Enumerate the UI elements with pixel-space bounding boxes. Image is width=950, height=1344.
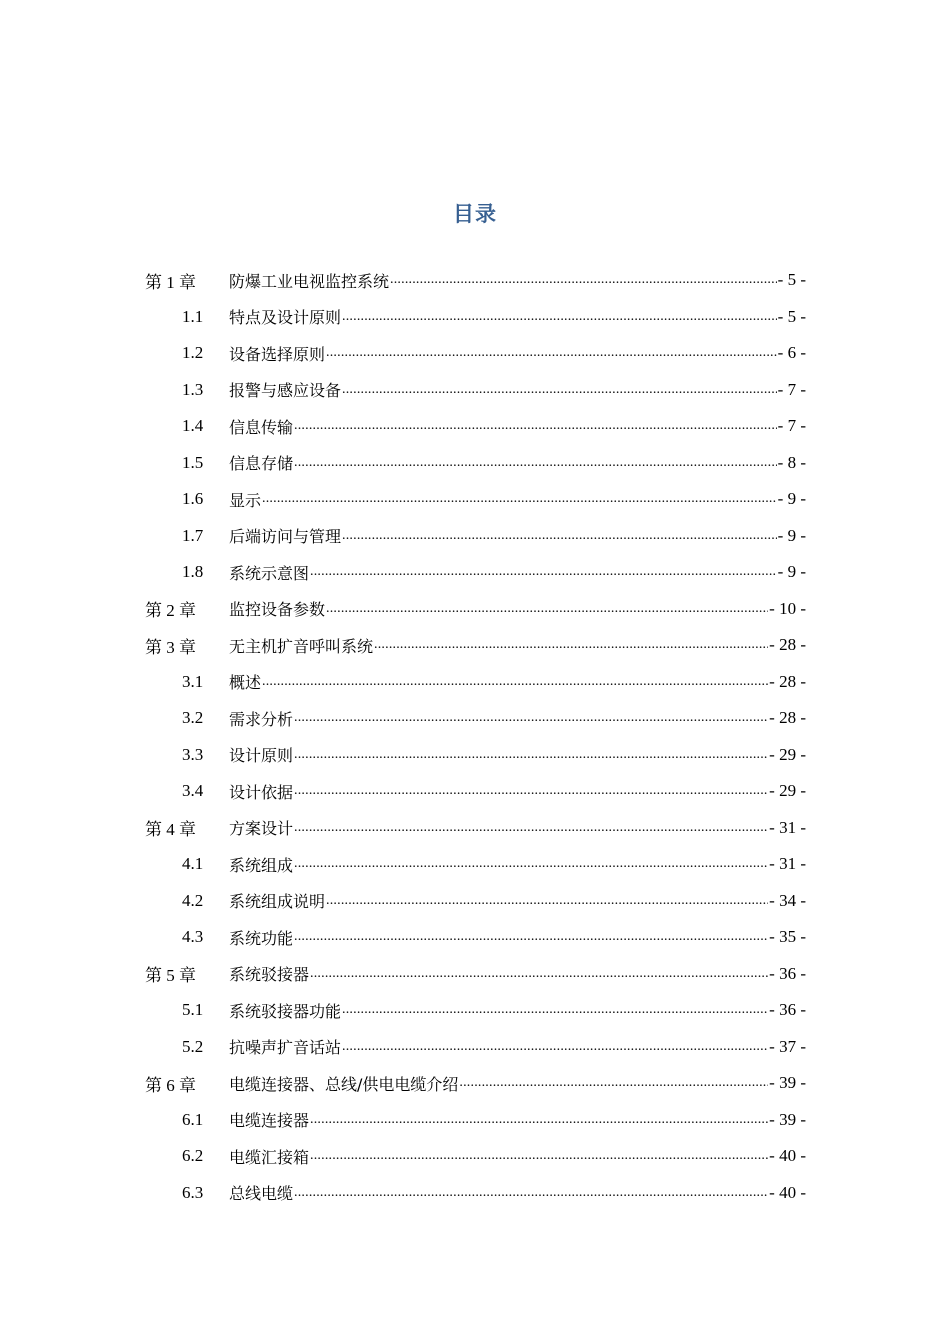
toc-section-entry[interactable]: [145, 919, 806, 956]
toc-entry-page: - 5 -: [777, 270, 806, 290]
toc-entry-title: 显示: [229, 490, 262, 510]
toc-dot-leader: [294, 1183, 768, 1203]
toc-dot-leader: [294, 927, 768, 947]
toc-section-entry[interactable]: [145, 700, 806, 737]
toc-chapter-entry[interactable]: [145, 810, 806, 847]
toc-section-entry[interactable]: [145, 737, 806, 774]
toc-section-entry[interactable]: [145, 1029, 806, 1066]
toc-section-entry[interactable]: [145, 773, 806, 810]
toc-entry-number: 1.7: [182, 525, 204, 545]
toc-dot-leader: [326, 891, 768, 911]
toc-entry-page: - 9 -: [777, 525, 806, 545]
toc-entry-title: 系统示意图: [229, 563, 310, 583]
toc-entry-page: - 28 -: [769, 671, 806, 691]
toc-dot-leader: [390, 270, 777, 290]
toc-section-entry[interactable]: [145, 481, 806, 518]
toc-entry-page: - 7 -: [777, 416, 806, 436]
toc-entry-title: 无主机扩音呼叫系统: [229, 636, 374, 656]
toc-entry-number: 1.6: [182, 489, 204, 509]
toc-entry-title: 防爆工业电视监控系统: [229, 271, 390, 291]
toc-entry-number: 1.4: [182, 416, 204, 436]
toc-entry-number: 1.2: [182, 343, 204, 363]
toc-dot-leader: [294, 416, 777, 436]
toc-section-entry[interactable]: [145, 518, 806, 555]
toc-dot-leader: [262, 672, 768, 692]
toc-entry-page: - 5 -: [777, 306, 806, 326]
toc-entry-number: 第 5 章: [145, 966, 196, 986]
toc-entry-page: - 39 -: [769, 1073, 806, 1093]
toc-chapter-entry[interactable]: [145, 627, 806, 664]
toc-entry-title: 报警与感应设备: [229, 381, 342, 401]
toc-entry-page: - 34 -: [769, 890, 806, 910]
toc-entry-title: 电缆连接器: [229, 1111, 310, 1131]
toc-dot-leader: [459, 1073, 768, 1093]
toc-entry-number: 4.2: [182, 890, 204, 910]
toc-section-entry[interactable]: [145, 1175, 806, 1212]
toc-dot-leader: [342, 380, 777, 400]
toc-dot-leader: [294, 708, 768, 728]
toc-entry-title: 信息传输: [229, 417, 294, 437]
toc-entry-number: 第 6 章: [145, 1075, 196, 1095]
toc-entry-page: - 10 -: [769, 598, 806, 618]
toc-dot-leader: [342, 526, 777, 546]
toc-entry-title: 总线电缆: [229, 1184, 294, 1204]
toc-dot-leader: [374, 635, 768, 655]
toc-entry-number: 第 3 章: [145, 637, 196, 657]
toc-entry-number: 3.3: [182, 744, 204, 764]
toc-entry-number: 1.8: [182, 562, 204, 582]
toc-dot-leader: [342, 1000, 768, 1020]
toc-entry-page: - 36 -: [769, 1000, 806, 1020]
toc-dot-leader: [294, 781, 768, 801]
toc-entry-number: 3.2: [182, 708, 204, 728]
toc-entry-page: - 31 -: [769, 817, 806, 837]
toc-entry-title: 抗噪声扩音话站: [229, 1038, 342, 1058]
toc-entry-page: - 36 -: [769, 963, 806, 983]
toc-dot-leader: [310, 1110, 768, 1130]
toc-entry-title: 电缆汇接箱: [229, 1147, 310, 1167]
toc-dot-leader: [310, 562, 777, 582]
toc-entry-page: - 9 -: [777, 489, 806, 509]
toc-chapter-entry[interactable]: [145, 1065, 806, 1102]
toc-entry-number: 第 2 章: [145, 601, 196, 621]
toc-entry-page: - 28 -: [769, 635, 806, 655]
toc-entry-page: - 35 -: [769, 927, 806, 947]
toc-entry-title: 信息存储: [229, 454, 294, 474]
toc-section-entry[interactable]: [145, 1102, 806, 1139]
toc-entry-title: 系统驳接器: [229, 965, 310, 985]
toc-entry-page: - 8 -: [777, 452, 806, 472]
toc-dot-leader: [294, 854, 768, 874]
toc-entry-title: 设计原则: [229, 746, 294, 766]
toc-chapter-entry[interactable]: [145, 591, 806, 628]
toc-entry-number: 3.4: [182, 781, 204, 801]
toc-entry-page: - 40 -: [769, 1182, 806, 1202]
toc-title: 目录: [453, 202, 497, 226]
toc-entry-title: 电缆连接器、总线/供电电缆介绍: [229, 1074, 459, 1094]
toc-section-entry[interactable]: [145, 846, 806, 883]
toc-entry-page: - 29 -: [769, 781, 806, 801]
toc-entry-title: 系统组成说明: [229, 892, 326, 912]
toc-entry-number: 1.1: [182, 306, 204, 326]
toc-section-entry[interactable]: [145, 299, 806, 336]
toc-entry-number: 4.3: [182, 927, 204, 947]
toc-list: [145, 262, 806, 1211]
toc-entry-title: 后端访问与管理: [229, 527, 342, 547]
toc-entry-page: - 7 -: [777, 379, 806, 399]
toc-entry-title: 方案设计: [229, 819, 294, 839]
toc-entry-page: - 28 -: [769, 708, 806, 728]
toc-section-entry[interactable]: [145, 335, 806, 372]
toc-entry-title: 设备选择原则: [229, 344, 326, 364]
toc-entry-number: 3.1: [182, 671, 204, 691]
toc-entry-page: - 39 -: [769, 1109, 806, 1129]
toc-entry-number: 第 4 章: [145, 820, 196, 840]
toc-dot-leader: [294, 745, 768, 765]
toc-dot-leader: [294, 818, 768, 838]
toc-entry-page: - 9 -: [777, 562, 806, 582]
toc-section-entry[interactable]: [145, 883, 806, 920]
toc-entry-page: - 6 -: [777, 343, 806, 363]
toc-entry-title: 系统驳接器功能: [229, 1001, 342, 1021]
toc-dot-leader: [262, 489, 777, 509]
toc-entry-title: 概述: [229, 673, 262, 693]
toc-entry-number: 4.1: [182, 854, 204, 874]
toc-section-entry[interactable]: [145, 445, 806, 482]
toc-entry-page: - 40 -: [769, 1146, 806, 1166]
toc-dot-leader: [310, 1146, 768, 1166]
toc-entry-number: 6.3: [182, 1182, 204, 1202]
toc-entry-title: 监控设备参数: [229, 600, 326, 620]
toc-entry-title: 特点及设计原则: [229, 308, 342, 328]
toc-entry-number: 1.3: [182, 379, 204, 399]
toc-section-entry[interactable]: [145, 664, 806, 701]
toc-entry-title: 需求分析: [229, 709, 294, 729]
toc-entry-number: 第 1 章: [145, 272, 196, 292]
toc-section-entry[interactable]: [145, 992, 806, 1029]
toc-entry-page: - 37 -: [769, 1036, 806, 1056]
toc-section-entry[interactable]: [145, 372, 806, 409]
toc-entry-page: - 29 -: [769, 744, 806, 764]
toc-dot-leader: [294, 453, 777, 473]
toc-entry-number: 5.2: [182, 1036, 204, 1056]
toc-entry-number: 6.2: [182, 1146, 204, 1166]
toc-chapter-entry[interactable]: [145, 262, 806, 299]
toc-chapter-entry[interactable]: [145, 956, 806, 993]
toc-dot-leader: [342, 1037, 768, 1057]
toc-entry-title: 设计依据: [229, 782, 294, 802]
toc-dot-leader: [326, 599, 768, 619]
toc-section-entry[interactable]: [145, 554, 806, 591]
toc-entry-page: - 31 -: [769, 854, 806, 874]
toc-dot-leader: [342, 307, 777, 327]
toc-dot-leader: [310, 964, 768, 984]
toc-entry-number: 5.1: [182, 1000, 204, 1020]
toc-entry-number: 1.5: [182, 452, 204, 472]
toc-entry-number: 6.1: [182, 1109, 204, 1129]
toc-entry-title: 系统组成: [229, 855, 294, 875]
toc-section-entry[interactable]: [145, 1138, 806, 1175]
toc-section-entry[interactable]: [145, 408, 806, 445]
toc-dot-leader: [326, 343, 777, 363]
toc-entry-title: 系统功能: [229, 928, 294, 948]
